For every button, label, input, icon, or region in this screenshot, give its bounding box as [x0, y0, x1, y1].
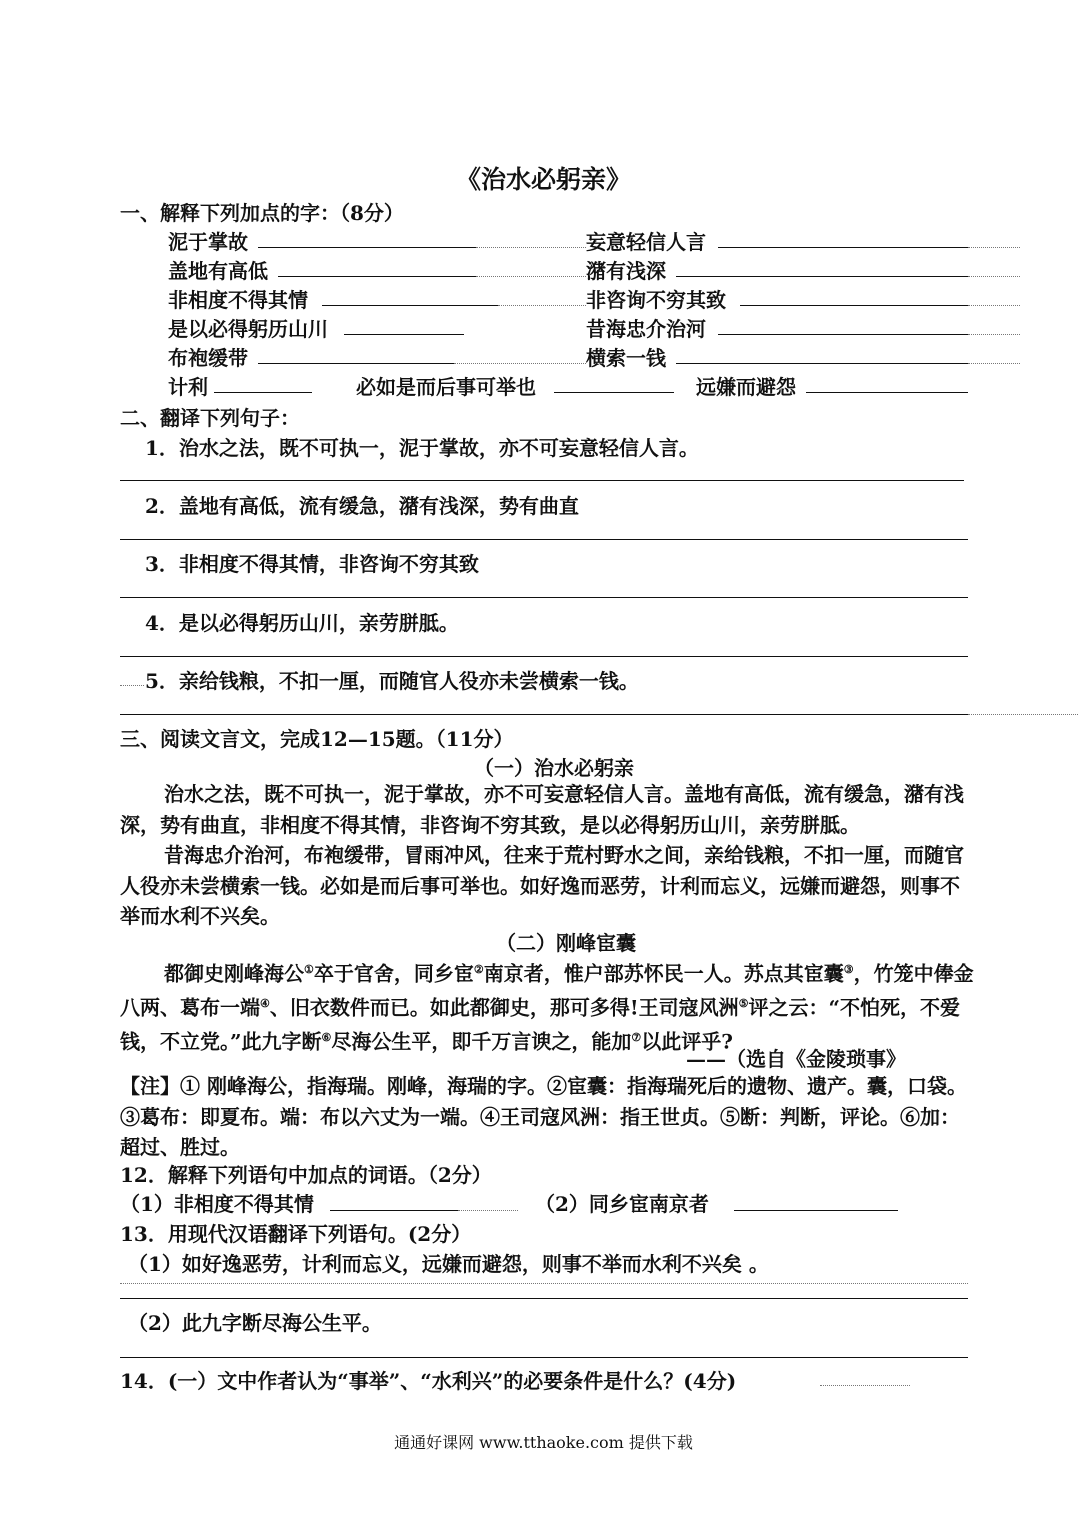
question-12-1: （1）非相度不得其情 [120, 1192, 314, 1216]
footnote-mark-7: ⑦ [631, 1031, 642, 1045]
answer-line-12-2[interactable] [734, 1210, 898, 1211]
passage1 [120, 779, 975, 932]
dotted-guide [454, 363, 586, 364]
answer-line-10[interactable] [676, 363, 968, 364]
passage2-source: ——（选自《金陵琐事》 [686, 1047, 906, 1071]
dotted-guide [820, 1385, 910, 1386]
answer-line-6[interactable] [740, 305, 968, 306]
footnotes: 【注】① 刚峰海公，指海瑞。刚峰，海瑞的字。②宦囊：指海瑞死后的遗物、遗产。囊，口袋。③葛布：即夏布。端：布以六丈为一端。④王司寇风洲：指王世贞。⑤断：判断，评论。⑥加：超过、胜过。 [120, 1074, 967, 1159]
answer-line-3[interactable] [278, 276, 476, 277]
translation-line-3[interactable] [120, 597, 968, 598]
term-2: 妄意轻信人言 [586, 230, 706, 254]
question-14: 14．(一）文中作者认为“事举”、“水利兴”的必要条件是什么？(4分) [120, 1369, 737, 1393]
term-3: 盖地有高低 [168, 259, 268, 283]
answer-line-5[interactable] [322, 305, 498, 306]
answer-line-13-2[interactable] [120, 1357, 968, 1358]
dotted-guide [968, 305, 1020, 306]
term-10: 横索一钱 [586, 346, 666, 370]
sentence-4: 4．是以必得躬历山川，亲劳胼胝。 [145, 611, 459, 635]
term-12: 必如是而后事可举也 [356, 375, 536, 399]
answer-line-8[interactable] [718, 334, 968, 335]
answer-line-12[interactable] [554, 392, 674, 393]
answer-line-12-1[interactable] [330, 1210, 458, 1211]
term-7: 是以必得躬历山川 [168, 317, 328, 341]
dotted-guide [120, 1283, 968, 1284]
answer-line-4[interactable] [676, 276, 968, 277]
sentence-1: 1．治水之法，既不可执一，泥于掌故，亦不可妄意轻信人言。 [145, 436, 699, 460]
dotted-guide [458, 1210, 518, 1211]
passage1-paragraph-1: 治水之法，既不可执一，泥于掌故，亦不可妄意轻信人言。盖地有高低，流有缓急，潴有浅深，势有曲直，非相度不得其情，非咨询不穷其致，是以必得躬历山川，亲劳胼胝。 [120, 782, 964, 837]
question-12: 12．解释下列语句中加点的词语。（2分） [120, 1163, 492, 1187]
answer-line-13-1[interactable] [120, 1298, 968, 1299]
term-4: 潴有浅深 [586, 259, 666, 283]
sentence-3: 3．非相度不得其情，非咨询不穷其致 [145, 552, 479, 576]
term-1: 泥于掌故 [168, 230, 248, 254]
question-13-1: （1）如好逸恶劳，计利而忘义，远嫌而避怨，则事不举而水利不兴矣 。 [128, 1252, 769, 1276]
answer-line-11[interactable] [214, 392, 312, 393]
passage2-paragraph: 都御史刚峰海公①卒于官舍，同乡宦②南京者，惟户部苏怀民一人。苏点其宦囊③，竹笼中俸金八两、葛布一端④、旧衣数件而已。如此都御史，那可多得!王司寇风洲⑤评之云：“不怕死，不爱钱，不立党。”此九字断⑥尽海公生平，即千万言谀之，能加⑦以此评乎? [120, 961, 974, 1054]
dotted-guide [476, 276, 586, 277]
question-13-2: （2）此九字断尽海公生平。 [128, 1311, 382, 1335]
section1-heading: 一、解释下列加点的字：（8分） [120, 201, 404, 225]
translation-line-1[interactable] [120, 480, 964, 481]
dotted-guide [498, 305, 586, 306]
dotted-guide [968, 363, 1020, 364]
answer-line-1[interactable] [258, 247, 476, 248]
term-8: 昔海忠介治河 [586, 317, 706, 341]
section3-heading: 三、阅读文言文，完成12—15题。（11分） [120, 727, 514, 751]
translation-line-2[interactable] [120, 539, 968, 540]
footer: 通通好课网 www.tthaoke.com 提供下载 [394, 1433, 693, 1452]
dotted-guide [476, 247, 586, 248]
term-6: 非咨询不穷其致 [586, 288, 726, 312]
term-11: 计利 [168, 375, 208, 399]
passage1-title: （一）治水必躬亲 [474, 756, 634, 780]
term-13: 远嫌而避怨 [696, 375, 796, 399]
translation-line-5[interactable] [120, 714, 968, 715]
page-title: 《治水必躬亲》 [455, 165, 631, 194]
answer-line-13[interactable] [806, 392, 968, 393]
sentence-5: 5．亲给钱粮，不扣一厘，而随官人役亦未尝横索一钱。 [145, 669, 639, 693]
dotted-guide [968, 276, 1020, 277]
footnote-mark-3: ③ [843, 963, 854, 976]
sentence-2: 2．盖地有高低，流有缓急，潴有浅深，势有曲直 [145, 494, 579, 518]
footnote-mark-5: ⑤ [738, 997, 749, 1011]
term-9: 布袍缓带 [168, 346, 248, 370]
dotted-guide [120, 685, 144, 686]
footnote-mark-4: ④ [260, 997, 270, 1011]
section2-heading: 二、翻译下列句子： [120, 406, 300, 430]
passage2-title: （二）刚峰宦囊 [496, 931, 636, 955]
answer-line-2[interactable] [718, 247, 968, 248]
dotted-guide [968, 247, 1020, 248]
footnote-mark-1: ① [304, 963, 314, 976]
question-13: 13．用现代汉语翻译下列语句。(2分） [120, 1222, 472, 1246]
question-12-2: （2）同乡宦南京者 [535, 1192, 709, 1216]
footnote-mark-2: ② [473, 963, 484, 976]
passage1-paragraph-2: 昔海忠介治河，布袍缓带，冒雨冲风，往来于荒村野水之间，亲给钱粮，不扣一厘，而随官人役亦未尝横索一钱。必如是而后事可举也。如好逸而恶劳，计利而忘义，远嫌而避怨，则事不举而水利不兴矣。 [120, 843, 964, 928]
dotted-guide [968, 714, 1078, 715]
footnote-mark-6: ⑥ [321, 1031, 332, 1045]
answer-line-7[interactable] [344, 334, 464, 335]
translation-line-4[interactable] [120, 656, 968, 657]
dotted-guide [968, 334, 1020, 335]
answer-line-9[interactable] [258, 363, 454, 364]
term-5: 非相度不得其情 [168, 288, 308, 312]
